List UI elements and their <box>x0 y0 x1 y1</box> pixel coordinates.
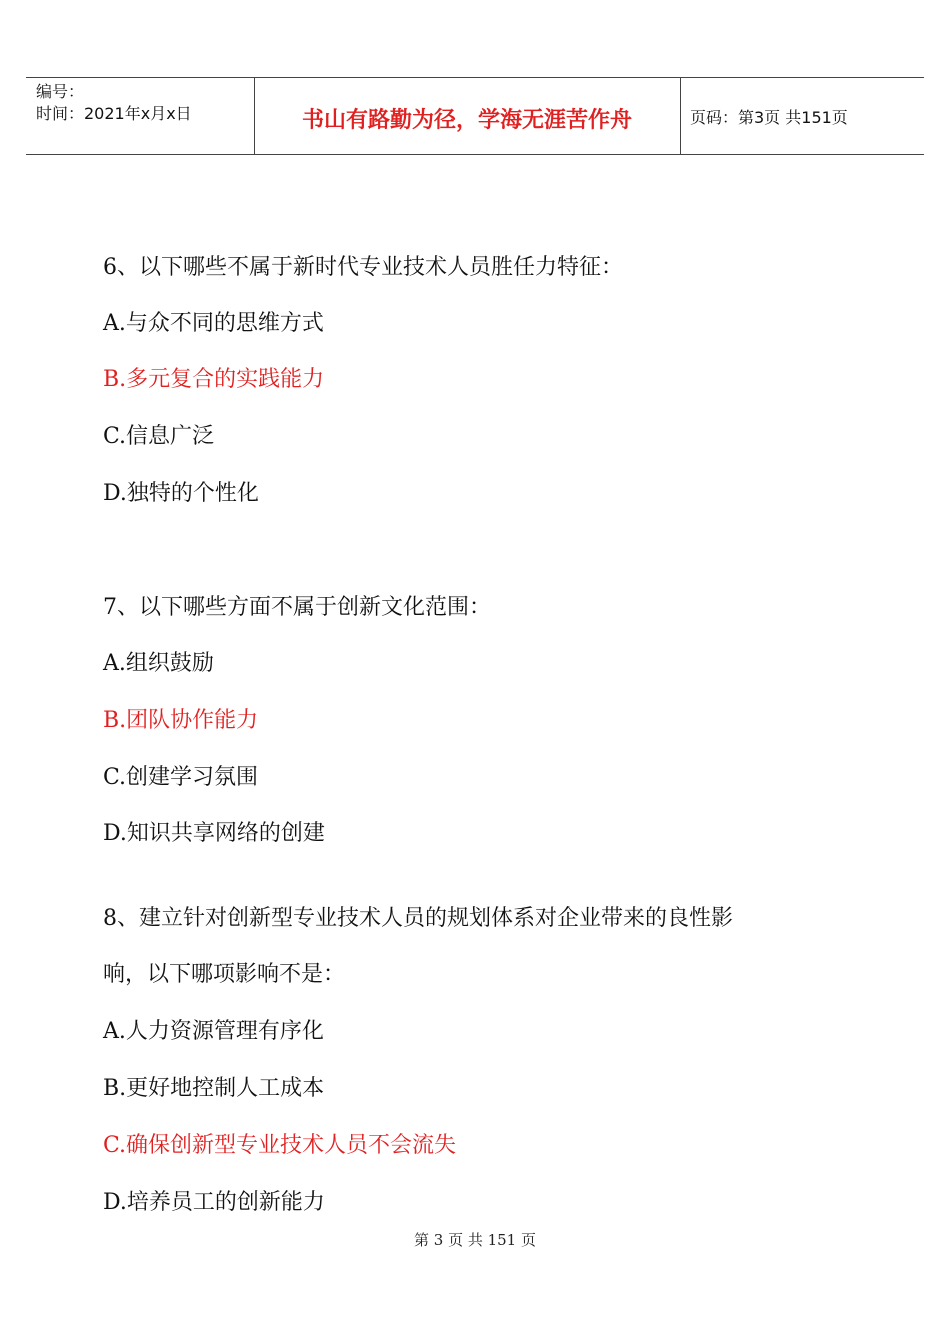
header-number-label: 编号： <box>36 82 85 101</box>
header-meta <box>36 81 192 125</box>
question-7-stem: 7、以下哪些方面不属于创新文化范围： <box>103 595 491 620</box>
page-footer: 第 3 页 共 151 页 <box>413 1231 536 1249</box>
question-7-option-b-answer: B.团队协作能力 <box>103 708 259 733</box>
header-page-info: 页码：第3页 共151页 <box>690 108 848 127</box>
header-time-label: 时间：2021年x月x日 <box>36 104 192 123</box>
header-top-rule <box>26 77 924 78</box>
question-8-option-b: B.更好地控制人工成本 <box>103 1076 325 1101</box>
question-8-option-d: D.培养员工的创新能力 <box>103 1190 325 1215</box>
header-divider-right <box>680 77 681 155</box>
header-motto: 书山有路勤为径，学海无涯苦作舟 <box>301 108 632 133</box>
question-7-option-a: A.组织鼓励 <box>103 651 214 676</box>
question-6-option-d: D.独特的个性化 <box>103 481 259 506</box>
question-8-option-a: A.人力资源管理有序化 <box>103 1019 324 1044</box>
question-6-stem: 6、以下哪些不属于新时代专业技术人员胜任力特征： <box>103 255 623 280</box>
question-8-stem-line1: 8、建立针对创新型专业技术人员的规划体系对企业带来的良性影 <box>103 906 733 931</box>
question-8-stem-line2: 响，以下哪项影响不是： <box>103 962 346 987</box>
question-6-option-b-answer: B.多元复合的实践能力 <box>103 367 325 392</box>
page-header <box>26 77 924 155</box>
question-8-option-c-answer: C.确保创新型专业技术人员不会流失 <box>103 1133 457 1158</box>
header-bottom-rule <box>26 154 924 155</box>
question-7-option-d: D.知识共享网络的创建 <box>103 821 325 846</box>
question-7-option-c: C.创建学习氛围 <box>103 765 259 790</box>
question-6-option-c: C.信息广泛 <box>103 424 215 449</box>
question-6-option-a: A.与众不同的思维方式 <box>103 311 324 336</box>
